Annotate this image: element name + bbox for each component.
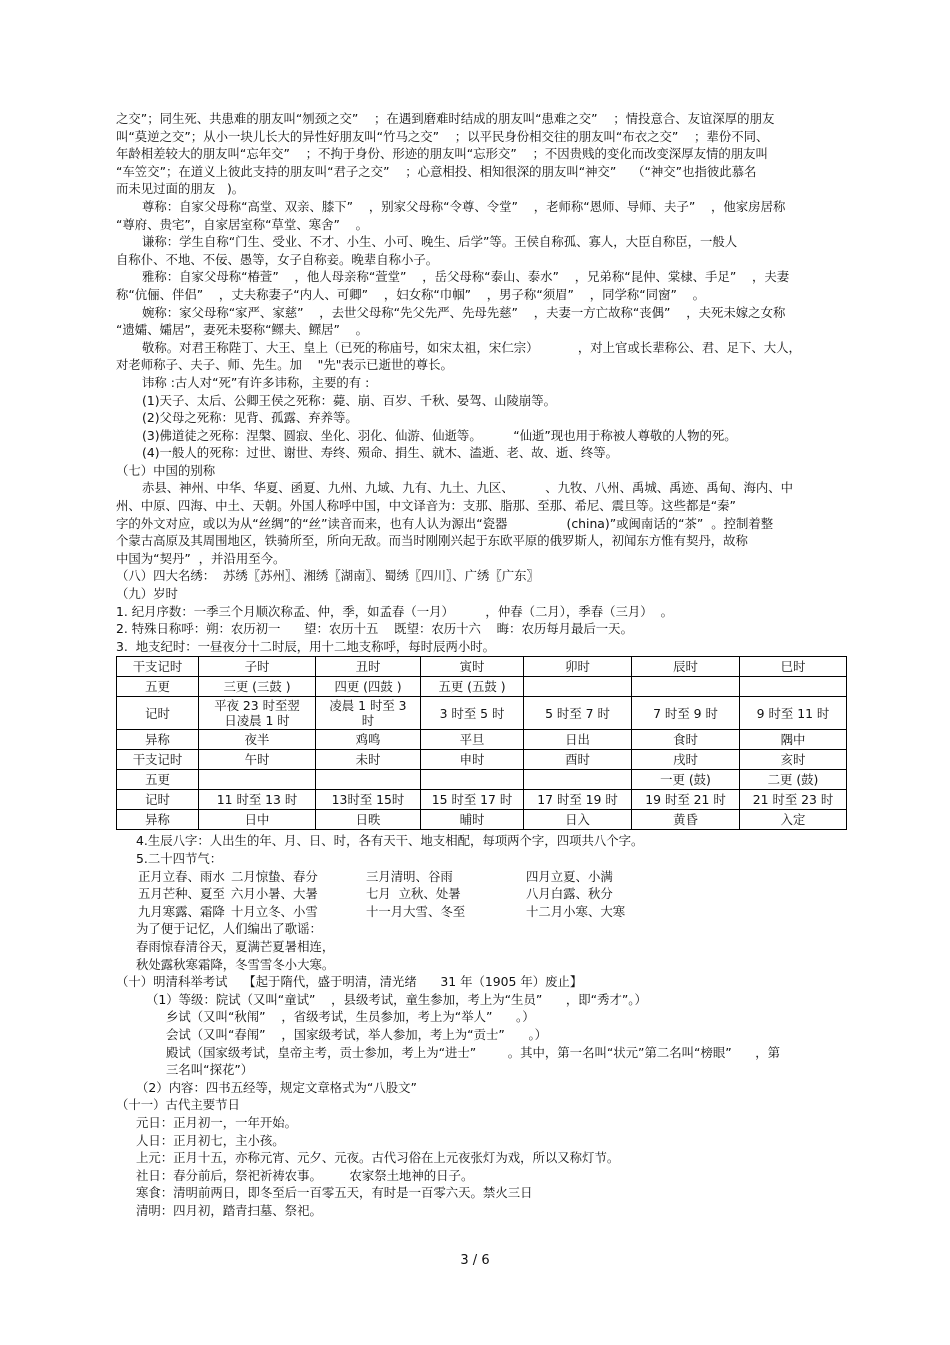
text-line: （十一）古代主要节日 xyxy=(116,1097,240,1113)
solar-term: 正月立春、雨水 xyxy=(138,868,225,884)
text-line: （十）明清科举考试 【起于隋代，盛于明清，清光绪 31 年（1905 年）废止】 xyxy=(116,974,583,990)
table-row xyxy=(117,730,847,750)
solar-term: 十一月大雪、冬至 xyxy=(366,903,466,919)
table-cell: 黄昏 xyxy=(632,810,740,830)
table-cell xyxy=(740,677,847,697)
text-line: (1)天子、太后、公卿王侯之死称：薨、崩、百岁、千秋、晏驾、山陵崩等。 xyxy=(142,392,557,408)
text-line: 对老师称子、夫子、师、先生。加 "先"表示已逝世的尊长。 xyxy=(116,357,453,373)
solar-term: 三月清明、谷雨 xyxy=(366,868,453,884)
text-line: 自称仆、不地、不佞、愚等，女子自称妾。晚辈自称小子。 xyxy=(116,251,439,267)
solar-term: 十二月小寒、大寒 xyxy=(526,903,626,919)
table-cell: 巳时 xyxy=(740,657,847,677)
table-cell: 午时 xyxy=(199,750,316,770)
table-cell xyxy=(199,770,316,790)
table-cell: 日昳 xyxy=(316,810,421,830)
text-line: 个蒙古高原及其周围地区，铁骑所至，所向无敌。而当时刚刚兴起于东欧平原的俄罗斯人，初闻东方惟有契丹，故称 xyxy=(116,533,748,549)
table-cell: 四更 (四鼓 ) xyxy=(316,677,421,697)
text-line: 为了便于记忆，人们编出了歌谣： xyxy=(136,921,322,937)
solar-term: 二月惊蛰、春分 xyxy=(231,868,318,884)
table-cell: 卯时 xyxy=(524,657,632,677)
text-line: (4)一般人的死称：过世、谢世、寿终、殒命、捐生、就木、溘逝、老、故、逝、终等。 xyxy=(142,445,619,461)
row-header-cell: 五更 xyxy=(117,770,199,790)
text-line: (3)佛道徒之死称：涅槃、圆寂、坐化、羽化、仙游、仙逝等。 “仙逝”现也用于称被人尊敬的人物的死。 xyxy=(142,427,737,443)
table-cell xyxy=(421,770,524,790)
text-line: 3. 地支纪时：一昼夜分十二时辰，用十二地支称呼，每时辰两小时。 xyxy=(116,638,496,654)
table-row xyxy=(117,790,847,810)
table-cell xyxy=(632,677,740,697)
text-line: 2. 特殊日称呼：朔：农历初一 望：农历十五 既望：农历十六 晦：农历每月最后一天。 xyxy=(116,621,633,637)
table-cell: 食时 xyxy=(632,730,740,750)
text-line: 婉称：家父母称“家严、家慈” ，去世父母称“先父先严、先母先慈” ，夫妻一方亡故称“丧偶” ，夫死未嫁之女称 xyxy=(142,304,786,320)
text-line: “尊府、贵宅”，自家居室称“草堂、寒舍” 。 xyxy=(116,216,369,232)
solar-term-row xyxy=(116,903,846,921)
time-table xyxy=(116,656,847,830)
solar-term: 四月立夏、小满 xyxy=(526,868,613,884)
text-line: 4.生辰八字：人出生的年、月、日、时，各有天干、地支相配，每项两个字，四项共八个字。 xyxy=(136,833,644,849)
table-cell: 二更 (鼓) xyxy=(740,770,847,790)
table-cell: 平夜 23 时至翌 日凌晨 1 时 xyxy=(199,697,316,730)
text-block-a xyxy=(116,110,846,655)
text-line: 春雨惊春清谷天，夏满芒夏暑相连， xyxy=(136,938,335,954)
table-cell: 五更 (五鼓 ) xyxy=(421,677,524,697)
text-line: 人日：正月初七，主小孩。 xyxy=(136,1132,285,1148)
text-line: 5.二十四节气： xyxy=(136,851,223,866)
text-line: （七）中国的别称 xyxy=(116,462,216,478)
text-line: 之交”；同生死、共患难的朋友叫“刎颈之交” ；在遇到磨难时结成的朋友叫“患难之交” ；情投意合、友谊深厚的朋友 xyxy=(116,111,775,126)
table-cell: 三更 (三鼓 ) xyxy=(199,677,316,697)
table-cell: 日中 xyxy=(199,810,316,830)
solar-term: 七月 立秋、处暑 xyxy=(366,886,461,902)
table-cell xyxy=(524,770,632,790)
table-cell: 一更 (鼓) xyxy=(632,770,740,790)
table-cell xyxy=(316,770,421,790)
row-header-cell: 五更 xyxy=(117,677,199,697)
table-cell: 辰时 xyxy=(632,657,740,677)
text-line: “车笠交”；在道义上彼此支持的朋友叫“君子之交” ；心意相投、相知很深的朋友叫“神交” （“神交”也指彼此慕名 xyxy=(116,163,757,179)
text-line: 字的外文对应，或以为从“丝绸”的“丝”读音而来，也有人认为源出“瓷器 (china)”或闽南话的“茶” 。控制着整 xyxy=(116,515,774,531)
solar-term: 八月白露、秋分 xyxy=(526,886,613,902)
text-line: （2）内容：四书五经等，规定文章格式为“八股文” xyxy=(136,1079,417,1095)
table-cell: 3 时至 5 时 xyxy=(421,697,524,730)
table-cell: 未时 xyxy=(316,750,421,770)
solar-term-row xyxy=(116,868,846,886)
table-cell: 子时 xyxy=(199,657,316,677)
table-row xyxy=(117,657,847,677)
table-cell: 凌晨 1 时至 3 时 xyxy=(316,697,421,730)
text-line: 秋处露秋寒霜降，冬雪雪冬小大寒。 xyxy=(136,956,335,972)
table-cell: 17 时至 19 时 xyxy=(524,790,632,810)
table-cell: 隅中 xyxy=(740,730,847,750)
text-line: 会试（又叫“春闱” ，国家级考试，举人参加，考上为“贡士” 。） xyxy=(166,1026,548,1042)
text-line: （八）四大名绣： 苏绣〖苏州〗、湘绣〖湖南〗、蜀绣〖四川〗、广绣〖广东〗 xyxy=(116,568,539,584)
table-cell xyxy=(524,677,632,697)
table-cell: 11 时至 13 时 xyxy=(199,790,316,810)
table-cell: 戌时 xyxy=(632,750,740,770)
text-line: 叫“莫逆之交”；从小一块儿长大的异性好朋友叫“竹马之交” ；以平民身份相交往的朋友叫“布衣之交” ；辈份不同、 xyxy=(116,128,769,144)
table-cell: 丑时 xyxy=(316,657,421,677)
text-block-b xyxy=(116,832,846,867)
text-line: 而未见过面的朋友 )。 xyxy=(116,181,245,197)
text-line: “遗孀、孀居”，妻死未娶称“鳏夫、鳏居” 。 xyxy=(116,322,369,338)
solar-term-row xyxy=(116,885,846,903)
text-line: 寒食：清明前两日，即冬至后一百零五天，有时是一百零六天。禁火三日 xyxy=(136,1185,533,1201)
text-line: （1）等级：院试（又叫“童试” ，县级考试，童生参加，考上为“生员” ，即“秀才”。） xyxy=(146,991,647,1007)
text-line: 中国为“契丹” ，并沿用至今。 xyxy=(116,550,286,566)
text-block-c xyxy=(116,920,846,1219)
table-cell: 鸡鸣 xyxy=(316,730,421,750)
row-header-cell: 干支记时 xyxy=(117,657,199,677)
table-cell: 晡时 xyxy=(421,810,524,830)
table-cell: 亥时 xyxy=(740,750,847,770)
table-cell: 申时 xyxy=(421,750,524,770)
text-line: 清明：四月初，踏青扫墓、祭祀。 xyxy=(136,1202,322,1218)
table-cell: 寅时 xyxy=(421,657,524,677)
table-cell: 日入 xyxy=(524,810,632,830)
table-row xyxy=(117,770,847,790)
table-row xyxy=(117,677,847,697)
text-line: 年龄相差较大的朋友叫“忘年交” ；不拘于身份、形迹的朋友叫“忘形交” ；不因贵贱的变化而改变深厚友情的朋友叫 xyxy=(116,146,768,162)
text-line: 乡试（又叫“秋闱” ，省级考试，生员参加，考上为“举人” 。） xyxy=(166,1009,535,1025)
solar-term: 六月小暑、大暑 xyxy=(231,886,318,902)
row-header-cell: 异称 xyxy=(117,730,199,750)
table-cell: 平旦 xyxy=(421,730,524,750)
table-cell: 19 时至 21 时 xyxy=(632,790,740,810)
text-line: 州、中原、四海、中土、天朝。外国人称呼中国，中文译音为：支那、脂那、至那、希尼、震旦等。这些都是“秦” xyxy=(116,498,736,514)
table-cell: 夜半 xyxy=(199,730,316,750)
table-row xyxy=(117,810,847,830)
text-line: 赤县、神州、中华、华夏、函夏、九州、九域、九有、九土、九区、 、九牧、八州、禹城、禹迹、禹甸、海内、中 xyxy=(142,480,794,496)
text-line: 元日：正月初一，一年开始。 xyxy=(136,1114,298,1130)
text-line: 敬称。对君王称陛丁、大王、皇上（已死的称庙号，如宋太祖，宋仁宗） ，对上官或长辈称公、君、足下、大人， xyxy=(142,339,801,355)
solar-term: 五月芒种、夏至 xyxy=(138,886,225,902)
table-row xyxy=(117,697,847,730)
table-cell: 酉时 xyxy=(524,750,632,770)
table-cell: 9 时至 11 时 xyxy=(740,697,847,730)
table-cell: 入定 xyxy=(740,810,847,830)
table-cell: 13时至 15时 xyxy=(316,790,421,810)
table-cell: 21 时至 23 时 xyxy=(740,790,847,810)
page-number: 3 / 6 xyxy=(460,1253,490,1268)
text-line: 三名叫“探花”） xyxy=(166,1062,254,1078)
row-header-cell: 异称 xyxy=(117,810,199,830)
text-line: 尊称：自家父母称“高堂、双亲、膝下” ，别家父母称“令尊、令堂” ，老师称“恩师、导师、夫子” ，他家房居称 xyxy=(142,198,786,214)
solar-term: 十月立冬、小雪 xyxy=(231,903,318,919)
row-header-cell: 干支记时 xyxy=(117,750,199,770)
text-line: 称“伉俪、伴侣” ，丈夫称妻子“内人、可卿” ，妇女称“巾帼” ，男子称“须眉” ，同学称“同窗” 。 xyxy=(116,286,706,302)
solar-terms xyxy=(116,868,846,921)
row-header-cell: 记时 xyxy=(117,697,199,730)
table-cell: 5 时至 7 时 xyxy=(524,697,632,730)
text-line: 1. 纪月序数：一季三个月顺次称孟、仲，季，如孟春（一月） ，仲春（二月），季春（三月） 。 xyxy=(116,603,673,619)
table-cell: 日出 xyxy=(524,730,632,750)
row-header-cell: 记时 xyxy=(117,790,199,810)
text-line: 殿试（国家级考试，皇帝主考，贡士参加，考上为“进士” 。其中，第一名叫“状元”第二名叫“榜眼” ，第 xyxy=(166,1044,781,1060)
text-line: 上元：正月十五，亦称元宵、元夕、元夜。古代习俗在上元夜张灯为戏，所以又称灯节。 xyxy=(136,1150,620,1166)
document-page xyxy=(116,110,846,1219)
table-cell: 7 时至 9 时 xyxy=(632,697,740,730)
text-line: 雅称：自家父母称“椿萱” ，他人母亲称“萱堂” ，岳父母称“泰山、泰水” ，兄弟称“昆仲、棠棣、手足” ，夫妻 xyxy=(142,269,790,285)
text-line: 谦称：学生自称“门生、受业、不才、小生、小可、晚生、后学”等。王侯自称孤、寡人，大臣自称臣，一般人 xyxy=(142,234,738,250)
table-cell: 15 时至 17 时 xyxy=(421,790,524,810)
solar-term: 九月寒露、霜降 xyxy=(138,903,225,919)
text-line: （九）岁时 xyxy=(116,586,178,602)
table-row xyxy=(117,750,847,770)
text-line: 社日：春分前后，祭祀祈祷农事。 农家祭土地神的日子。 xyxy=(136,1167,474,1183)
text-line: 讳称 :古人对“死”有许多讳称，主要的有 : xyxy=(142,374,370,390)
text-line: (2)父母之死称：见背、孤露、弃养等。 xyxy=(142,410,358,426)
